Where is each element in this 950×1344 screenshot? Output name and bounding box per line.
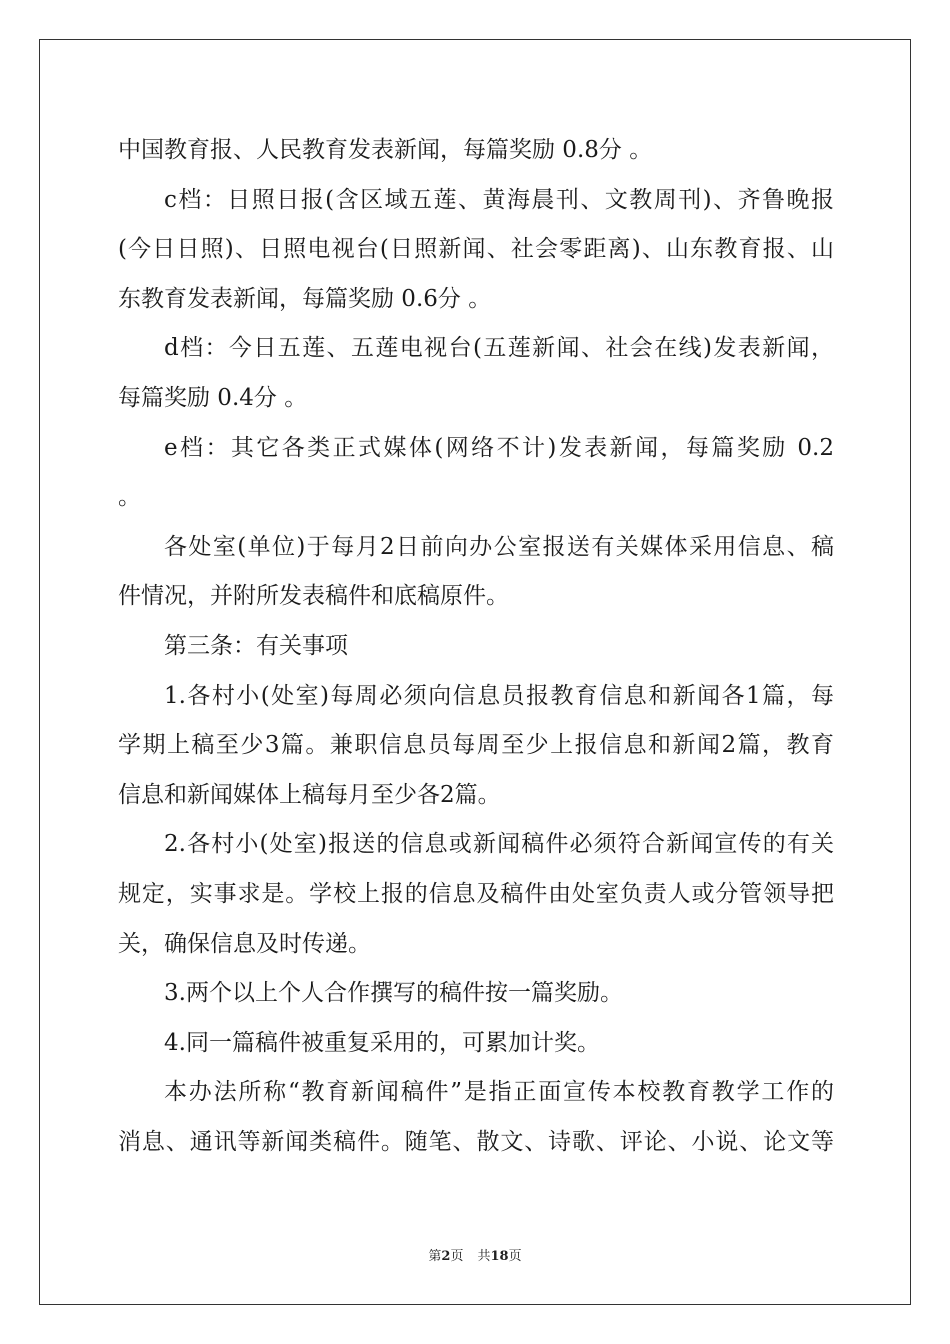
total-pages-indicator: 共18页 xyxy=(477,1249,522,1264)
text-line: 第三条：有关事项 xyxy=(164,632,348,659)
text-line: 2.各村小(处室)报送的信息或新闻稿件必须符合新闻宣传的有关 xyxy=(164,831,834,858)
text-line: 学期上稿至少3篇。兼职信息员每周至少上报信息和新闻2篇，教育 xyxy=(118,732,834,759)
text-line: 件情况，并附所发表稿件和底稿原件。 xyxy=(118,583,509,610)
text-line: 1.各村小(处室)每周必须向信息员报教育信息和新闻各1篇，每 xyxy=(164,682,834,709)
text-line: 中国教育报、人民教育发表新闻，每篇奖励 0.8分 。 xyxy=(118,137,653,163)
text-line: c档：日照日报(含区域五莲、黄海晨刊、文教周刊)、齐鲁晚报 xyxy=(164,186,834,213)
text-line: 每篇奖励 0.4分 。 xyxy=(118,384,308,411)
text-line: 信息和新闻媒体上稿每月至少各2篇。 xyxy=(118,781,501,808)
text-line: 各处室(单位)于每月2日前向办公室报送有关媒体采用信息、稿 xyxy=(164,533,834,560)
text-line: 规定，实事求是。学校上报的信息及稿件由处室负责人或分管领导把 xyxy=(118,880,834,907)
text-line: 4.同一篇稿件被重复采用的，可累加计奖。 xyxy=(164,1029,600,1056)
text-line: 关，确保信息及时传递。 xyxy=(118,930,371,957)
text-line: e档：其它各类正式媒体(网络不计)发表新闻，每篇奖励 0.2 xyxy=(164,434,834,461)
text-line: 东教育发表新闻，每篇奖励 0.6分 。 xyxy=(118,285,492,312)
document-body xyxy=(118,126,834,1167)
text-line: 3.两个以上个人合作撰写的稿件按一篇奖励。 xyxy=(164,980,623,1007)
text-line: 本办法所称“教育新闻稿件”是指正面宣传本校教育教学工作的 xyxy=(164,1079,834,1106)
text-line: 。 xyxy=(118,484,141,511)
page-footer xyxy=(0,1245,950,1264)
page-indicator: 第2页 xyxy=(428,1249,464,1264)
text-line: (今日日照)、日照电视台(日照新闻、社会零距离)、山东教育报、山 xyxy=(118,236,834,263)
text-line: 消息、通讯等新闻类稿件。随笔、散文、诗歌、评论、小说、论文等 xyxy=(118,1128,834,1155)
text-line: d档：今日五莲、五莲电视台(五莲新闻、社会在线)发表新闻， xyxy=(164,335,834,362)
